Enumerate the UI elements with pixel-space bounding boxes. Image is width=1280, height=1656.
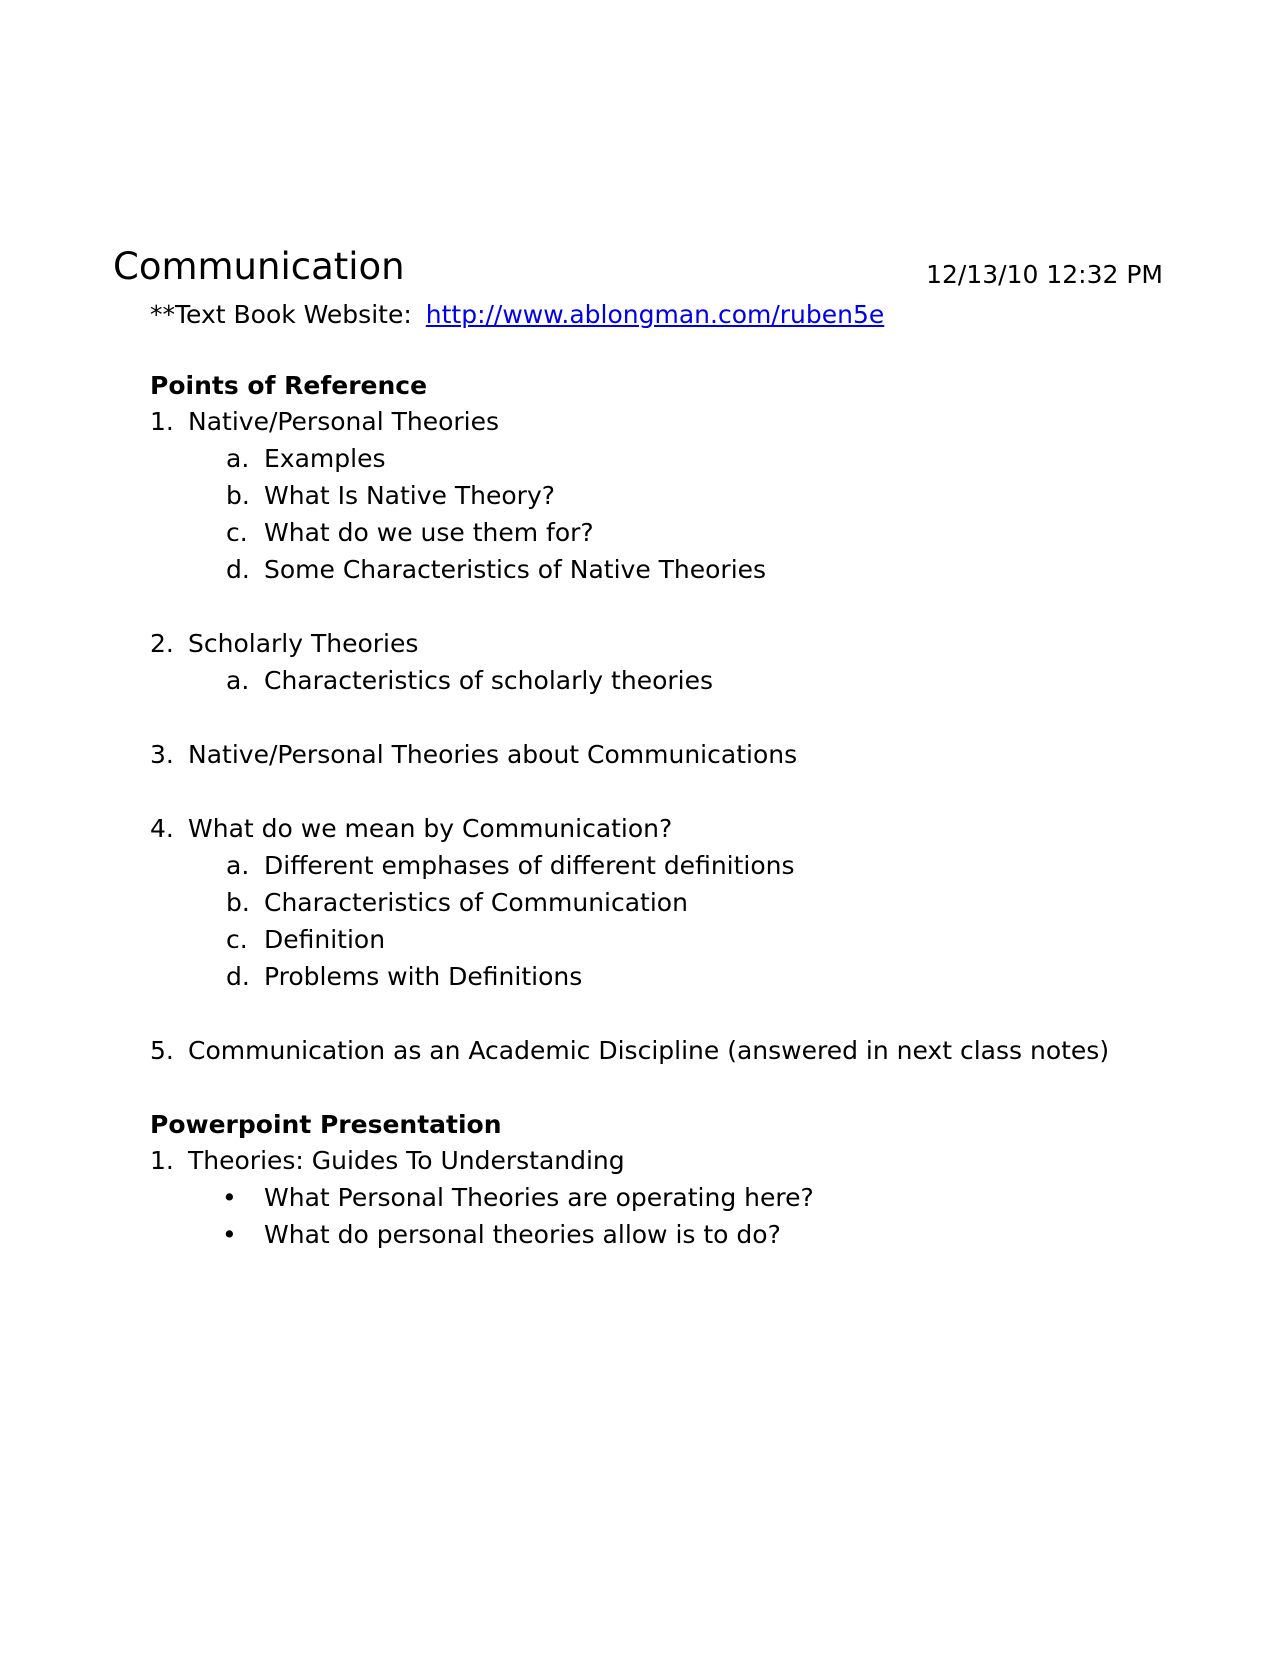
- sub-item: [226, 668, 713, 693]
- list-item-4: [150, 816, 672, 841]
- sub-item-text: What do we use them for?: [264, 518, 594, 547]
- sub-item: [226, 557, 766, 582]
- sub-item-text: Some Characteristics of Native Theories: [264, 555, 767, 584]
- bullet-item-text: What do personal theories allow is to do?: [264, 1220, 781, 1249]
- list-marker: 4.: [150, 814, 174, 843]
- bullet-item: [222, 1185, 814, 1210]
- sub-item: [226, 483, 555, 508]
- textbook-website-line: [150, 302, 884, 327]
- list-item-text: Scholarly Theories: [188, 629, 419, 658]
- sub-marker: c.: [226, 518, 248, 547]
- list-item-text: Native/Personal Theories: [188, 407, 500, 436]
- list-item-text: What do we mean by Communication?: [188, 814, 673, 843]
- sub-item-text: Problems with Definitions: [264, 962, 583, 991]
- bullet-marker: •: [222, 1220, 237, 1249]
- sub-item: [226, 853, 795, 878]
- list-item-1: [150, 1148, 625, 1173]
- sub-item: [226, 520, 594, 545]
- list-item-2: [150, 631, 418, 656]
- sub-marker: a.: [226, 851, 250, 880]
- sub-item-text: What Is Native Theory?: [264, 481, 556, 510]
- website-label: **Text Book Website:: [150, 300, 412, 329]
- sub-item-text: Examples: [264, 444, 386, 473]
- list-marker: 1.: [150, 407, 174, 436]
- sub-item: [226, 446, 385, 471]
- bullet-item-text: What Personal Theories are operating here?: [264, 1183, 814, 1212]
- sub-item-text: Different emphases of different definitions: [264, 851, 795, 880]
- section-heading-powerpoint-presentation: Powerpoint Presentation: [150, 1110, 502, 1139]
- list-item-text: Native/Personal Theories about Communications: [188, 740, 798, 769]
- document-timestamp: 12/13/10 12:32 PM: [926, 260, 1163, 289]
- sub-marker: c.: [226, 925, 248, 954]
- bullet-item: [222, 1222, 781, 1247]
- list-item-5: [150, 1038, 1109, 1063]
- sub-marker: b.: [226, 888, 250, 917]
- list-item-3: [150, 742, 797, 767]
- sub-item: [226, 927, 385, 952]
- sub-marker: d.: [226, 962, 250, 991]
- sub-marker: b.: [226, 481, 250, 510]
- list-item-text: Communication as an Academic Discipline (answered in next class notes): [188, 1036, 1110, 1065]
- sub-item: [226, 890, 688, 915]
- list-marker: 5.: [150, 1036, 174, 1065]
- section-heading-points-of-reference: Points of Reference: [150, 371, 428, 400]
- sub-item-text: Characteristics of Communication: [264, 888, 688, 917]
- sub-marker: a.: [226, 666, 250, 695]
- list-marker: 2.: [150, 629, 174, 658]
- sub-marker: a.: [226, 444, 250, 473]
- list-marker: 1.: [150, 1146, 174, 1175]
- sub-marker: d.: [226, 555, 250, 584]
- textbook-website-link[interactable]: http://www.ablongman.com/ruben5e: [425, 300, 885, 329]
- document-title: Communication: [113, 245, 405, 288]
- list-item-text: Theories: Guides To Understanding: [188, 1146, 625, 1175]
- list-item-1: [150, 409, 499, 434]
- sub-item-text: Definition: [264, 925, 386, 954]
- sub-item: [226, 964, 582, 989]
- sub-item-text: Characteristics of scholarly theories: [264, 666, 713, 695]
- bullet-marker: •: [222, 1183, 237, 1212]
- list-marker: 3.: [150, 740, 174, 769]
